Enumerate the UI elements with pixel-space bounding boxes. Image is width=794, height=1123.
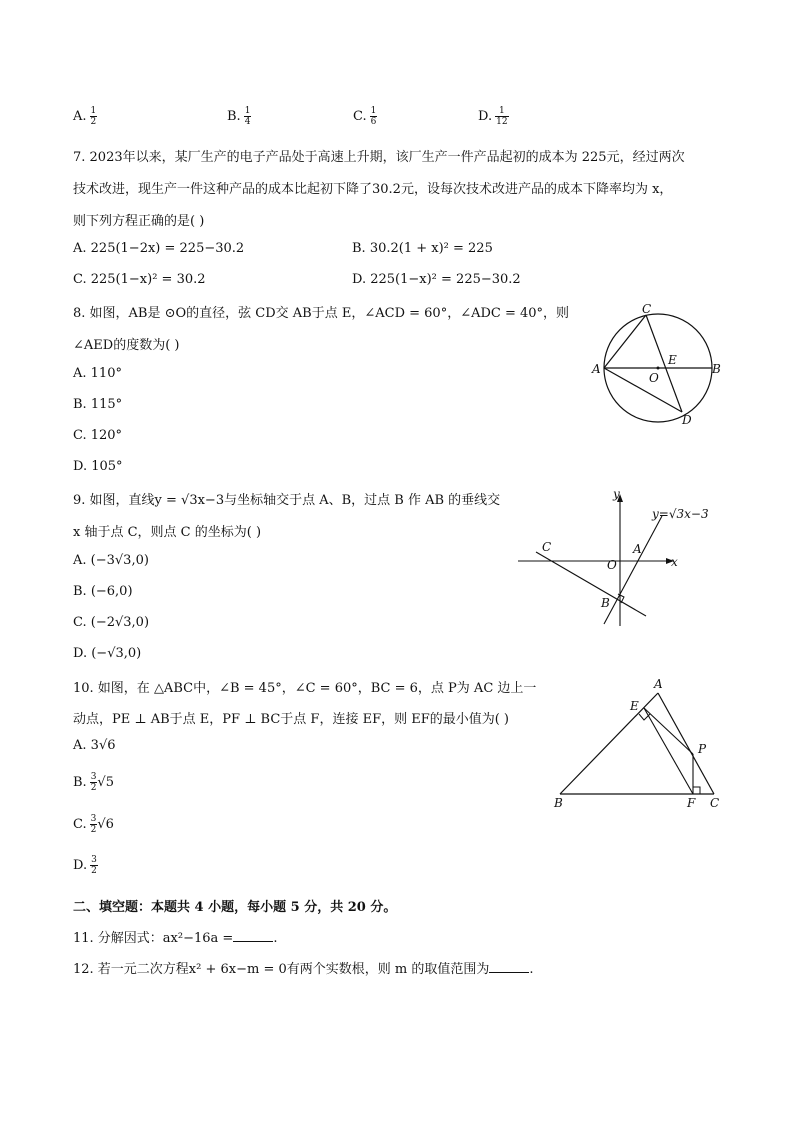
label-c: C xyxy=(542,540,552,554)
label-a: A xyxy=(592,362,601,376)
segment-ad xyxy=(604,368,682,412)
label-b: B xyxy=(601,596,610,610)
label-x: x xyxy=(671,555,678,569)
q8-circle-figure xyxy=(588,300,728,430)
label-b: B xyxy=(712,362,721,376)
q7-stem-line2: 技术改进，现生产一件这种产品的成本比起初下降了30.2元，设每次技术改进产品的成本下降率均为 x， xyxy=(73,182,673,197)
q8-option-c: C. 120° xyxy=(73,428,123,443)
q9-option-d: D. (−√3,0) xyxy=(73,646,142,661)
label-a: A xyxy=(633,542,642,556)
label-o: O xyxy=(607,558,617,572)
q10-option-d: D. $\frac{3}{2}$ xyxy=(73,855,97,876)
label-p: P xyxy=(698,742,707,756)
q7-stem-line3: 则下列方程正确的是( ) xyxy=(73,214,205,229)
q10-option-c: C. $\frac{3}{2}$ √6 xyxy=(73,814,114,835)
q6-option-a: A. $\frac{1}{2}$ xyxy=(73,106,97,127)
label-f: F xyxy=(687,796,696,810)
q12: 12. 若一元二次方程x² + 6x−m = 0有两个实数根，则 m 的取值范围为 . xyxy=(73,962,534,977)
label-d: D xyxy=(682,413,692,427)
q10-option-a: A. 3√6 xyxy=(73,738,116,753)
q9-stem-line1: 9. 如图，直线y = √3x−3与坐标轴交于点 A、B，过点 B 作 AB 的垂线交 xyxy=(73,493,501,508)
q7-option-a: A. 225(1−2x) = 225−30.2 xyxy=(73,241,245,256)
fraction: $\frac{1}{2}$ xyxy=(90,106,97,127)
q7-option-c: C. 225(1−x)² = 30.2 xyxy=(73,272,206,287)
q9-option-a: A. (−3√3,0) xyxy=(73,553,149,568)
q10-stem-line1: 10. 如图，在 △ABC中，∠B = 45°，∠C = 60°，BC = 6，点 P为 AC 边上一 xyxy=(73,681,537,696)
fraction: $\frac{3}{2}$ xyxy=(90,772,97,793)
q10-stem-line2: 动点，PE ⊥ AB于点 E，PF ⊥ BC于点 F，连接 EF，则 EF的最小值为( ) xyxy=(73,712,510,727)
q9-coordinate-figure xyxy=(512,486,734,632)
q9-option-b: B. (−6,0) xyxy=(73,584,133,599)
answer-blank xyxy=(489,961,529,973)
q9-option-c: C. (−2√3,0) xyxy=(73,615,150,630)
section-heading: 二、填空题：本题共 4 小题，每小题 5 分，共 20 分。 xyxy=(73,900,397,915)
side-ab xyxy=(560,693,658,794)
fraction: $\frac{3}{2}$ xyxy=(90,814,97,835)
q8-option-b: B. 115° xyxy=(73,397,123,412)
label-c: C xyxy=(642,302,652,316)
label-y: y xyxy=(613,487,620,501)
label-a: A xyxy=(654,677,663,691)
label-o: O xyxy=(649,371,659,385)
q8-stem-line2: ∠AED的度数为( ) xyxy=(73,338,180,353)
fraction: $\frac{1}{6}$ xyxy=(370,106,377,127)
segment-pe xyxy=(644,708,693,754)
q10-option-b: B. $\frac{3}{2}$ √5 xyxy=(73,772,114,793)
fraction: $\frac{3}{2}$ xyxy=(91,855,97,876)
q9-stem-line2: x 轴于点 C，则点 C 的坐标为( ) xyxy=(73,525,262,540)
q7-option-d: D. 225(1−x)² = 225−30.2 xyxy=(352,272,521,287)
line-equation-label: y=√3x−3 xyxy=(652,507,709,521)
q10-triangle-figure xyxy=(546,672,726,812)
q8-option-d: D. 105° xyxy=(73,459,123,474)
q11: 11. 分解因式：ax²−16a = . xyxy=(73,931,278,946)
center-dot xyxy=(657,367,660,370)
q7-stem-line1: 7. 2023年以来，某厂生产的电子产品处于高速上升期，该厂生产一件产品起初的成本为 225元，经过两次 xyxy=(73,150,685,165)
label-e: E xyxy=(668,353,677,367)
label-c: C xyxy=(710,796,720,810)
q6-option-b: B. $\frac{1}{4}$ xyxy=(227,106,251,127)
label-e: E xyxy=(630,699,639,713)
q7-option-b: B. 30.2(1 + x)² = 225 xyxy=(352,241,493,256)
q6-option-d: D. $\frac{1}{12}$ xyxy=(478,106,508,127)
line-bc xyxy=(536,552,646,616)
q6-option-c: C. $\frac{1}{6}$ xyxy=(353,106,377,127)
right-angle-mark-f xyxy=(693,787,700,794)
fraction: $\frac{1}{12}$ xyxy=(496,106,508,127)
q8-option-a: A. 110° xyxy=(73,366,122,381)
q8-stem-line1: 8. 如图，AB是 ⊙O的直径，弦 CD交 AB于点 E，∠ACD = 60°，∠ADC = 40°，则 xyxy=(73,306,570,321)
segment-ef xyxy=(644,708,693,794)
label-b: B xyxy=(554,796,563,810)
fraction: $\frac{1}{4}$ xyxy=(244,106,251,127)
answer-blank xyxy=(233,930,273,942)
